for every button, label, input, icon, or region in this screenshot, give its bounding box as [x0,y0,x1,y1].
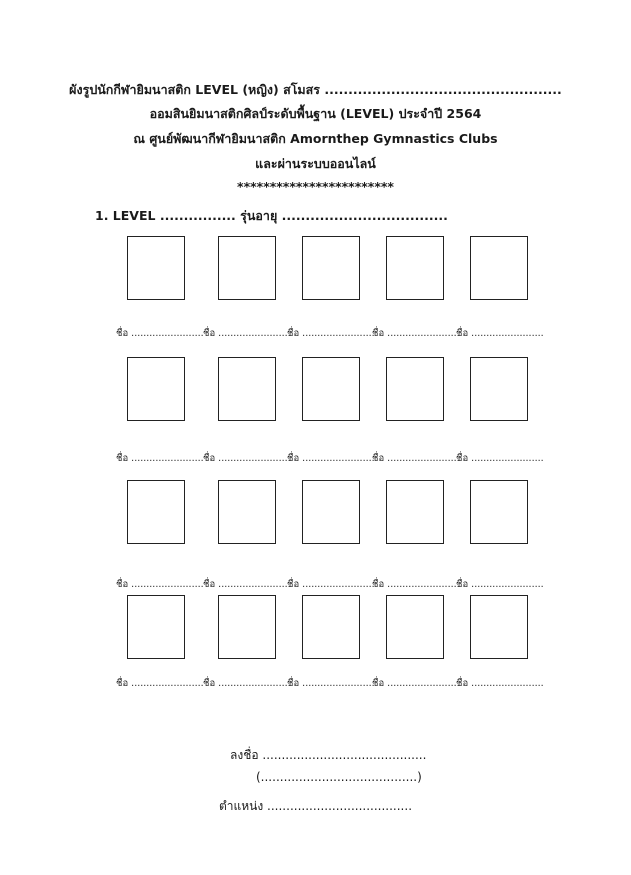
athlete-name-line: ชื่อ ........................ [456,579,544,590]
athlete-name-line: ชื่อ ........................ [456,678,544,689]
athlete-name-line: ชื่อ ........................ [456,328,544,339]
photo-box [218,357,276,421]
position-line: ตำแหน่ง ...................................... [219,799,413,813]
signer-name-line: (.........................................) [256,770,422,784]
form-title: ผังรูปนักกีฬายิมนาสติก LEVEL (หญิง) สโมสร .................................................. [69,82,562,97]
athlete-name-line: ชื่อ ........................ [287,328,375,339]
photo-box [127,357,185,421]
photo-box [127,595,185,659]
photo-box [127,236,185,300]
venue-line: ณ ศูนย์พัฒนากีฬายิมนาสติก Amornthep Gymnastics Clubs [133,131,498,146]
athlete-name-line: ชื่อ ........................ [372,453,460,464]
level-age-line: 1. LEVEL ................ รุ่นอายุ ................................... [95,208,448,223]
athlete-name-line: ชื่อ ........................ [116,328,204,339]
athlete-name-line: ชื่อ ........................ [203,328,291,339]
signature-line: ลงชื่อ ........................................... [230,748,427,762]
athlete-name-line: ชื่อ ........................ [116,579,204,590]
photo-box [470,357,528,421]
photo-box [302,595,360,659]
athlete-name-line: ชื่อ ........................ [456,453,544,464]
athlete-name-line: ชื่อ ........................ [287,453,375,464]
athlete-name-line: ชื่อ ........................ [287,678,375,689]
athlete-name-line: ชื่อ ........................ [287,579,375,590]
photo-box [470,595,528,659]
photo-box [302,236,360,300]
athlete-name-line: ชื่อ ........................ [203,579,291,590]
photo-box [386,357,444,421]
athlete-name-line: ชื่อ ........................ [203,678,291,689]
star-divider: ************************ [237,179,394,194]
photo-box [302,480,360,544]
athlete-name-line: ชื่อ ........................ [203,453,291,464]
athlete-name-line: ชื่อ ........................ [116,678,204,689]
athlete-name-line: ชื่อ ........................ [372,678,460,689]
photo-box [127,480,185,544]
athlete-name-line: ชื่อ ........................ [116,453,204,464]
photo-box [470,480,528,544]
competition-title: ออมสินยิมนาสติกศิลป์ระดับพื้นฐาน (LEVEL) ประจำปี 2564 [149,106,482,121]
athlete-name-line: ชื่อ ........................ [372,579,460,590]
photo-box [218,480,276,544]
photo-box [302,357,360,421]
photo-box [386,595,444,659]
photo-box [218,236,276,300]
photo-box [218,595,276,659]
athlete-name-line: ชื่อ ........................ [372,328,460,339]
photo-box [386,236,444,300]
photo-box [470,236,528,300]
online-line: และผ่านระบบออนไลน์ [255,156,376,171]
photo-box [386,480,444,544]
